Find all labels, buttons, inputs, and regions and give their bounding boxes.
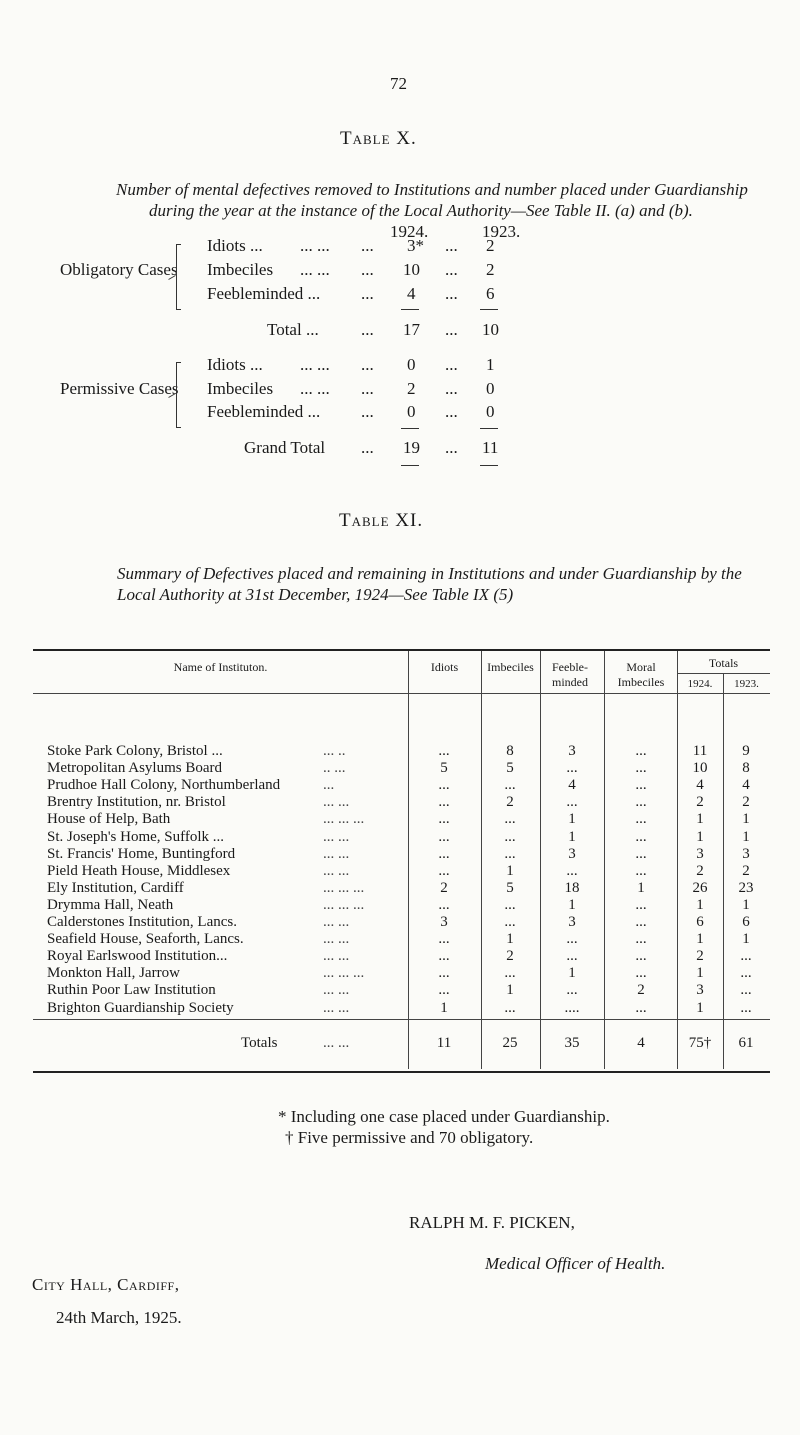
- cell-feeble: ...: [566, 760, 578, 777]
- cell-feeble: 3: [568, 845, 576, 862]
- cell-t1924: 6: [696, 914, 704, 930]
- cell-imbeciles: 5: [506, 760, 514, 777]
- obligatory-1923-feebleminded: 6: [486, 284, 495, 303]
- total-dots: ...: [361, 320, 374, 339]
- row-leader-dots: ... ...: [323, 828, 350, 845]
- cell-t1924: 1: [696, 999, 704, 1016]
- grand-total-1923: 11: [482, 438, 499, 457]
- row-leader-dots: ... ...: [323, 862, 350, 879]
- cell-feeble: 18: [564, 879, 580, 896]
- cell-t1924: 1: [696, 828, 704, 845]
- cell-t1923: 9: [742, 743, 750, 759]
- cell-t1924: 10: [692, 760, 708, 777]
- permissive-1924-feebleminded: 0: [407, 402, 416, 421]
- row-name: St. Joseph's Home, Suffolk ...: [47, 828, 225, 845]
- totals-cell-t1924: 75†: [688, 1035, 712, 1051]
- cell-imbeciles: 2: [506, 948, 514, 965]
- obligatory-label-imbeciles: Imbeciles: [207, 260, 274, 279]
- cell-imbeciles: ...: [504, 811, 516, 828]
- row-leader-dots: ... ... ...: [323, 811, 365, 828]
- row-leader-dots: ... ... ...: [323, 965, 365, 982]
- cell-moral: ...: [635, 896, 647, 913]
- row-name: Pield Heath House, Middlesex: [47, 862, 231, 879]
- header-feeble-minded: Feeble-minded: [552, 660, 588, 689]
- cell-feeble: ....: [564, 999, 580, 1016]
- row-name: Monkton Hall, Jarrow: [47, 965, 180, 982]
- cell-t1923: 1: [742, 828, 750, 845]
- permissive-label-idiots: Idiots ...: [207, 355, 263, 374]
- permissive-1924-idiots: 0: [407, 355, 416, 374]
- cell-t1924: 1: [696, 896, 704, 913]
- cell-idiots: ...: [438, 862, 450, 879]
- row-name: Ely Institution, Cardiff: [47, 879, 184, 896]
- row-name: Royal Earlswood Institution...: [47, 948, 228, 965]
- cell-t1924: 2: [696, 862, 704, 879]
- cell-moral: 2: [637, 982, 645, 999]
- cell-moral: ...: [635, 965, 647, 982]
- cell-t1923: ...: [740, 982, 752, 999]
- grand-total-label: Grand Total: [244, 438, 326, 457]
- cell-t1924: 1: [696, 965, 704, 982]
- cell-idiots: ...: [438, 896, 450, 913]
- footnote-star: * Including one case placed under Guardianship.: [278, 1107, 610, 1126]
- cell-idiots: ...: [438, 777, 450, 794]
- cell-moral: ...: [635, 828, 647, 845]
- obligatory-dots-idiots: ... ...: [300, 236, 330, 255]
- cell-t1923: 8: [742, 760, 750, 777]
- totals-cell-moral: 4: [637, 1035, 645, 1051]
- footnote-dagger: † Five permissive and 70 obligatory.: [285, 1128, 534, 1147]
- cell-imbeciles: 8: [506, 743, 514, 759]
- row-leader-dots: ... ...: [323, 948, 350, 965]
- cell-t1923: 3: [742, 845, 750, 862]
- table-row: [33, 1000, 770, 1019]
- cell-idiots: 3: [440, 914, 448, 930]
- permissive-brace: [176, 362, 183, 428]
- cell-t1924: 2: [696, 948, 704, 965]
- grand-total-1924: 19: [403, 438, 420, 457]
- permissive-dots-idiots-2: ...: [361, 355, 374, 374]
- cell-t1924: 11: [692, 743, 708, 759]
- cell-idiots: ...: [438, 811, 450, 828]
- obligatory-dots-idiots-3: ...: [445, 236, 458, 255]
- cell-t1923: 4: [742, 777, 750, 794]
- cell-moral: ...: [635, 743, 647, 759]
- cell-feeble: 1: [568, 896, 576, 913]
- permissive-1924-imbeciles: 2: [407, 379, 416, 398]
- row-leader-dots: ... ..: [323, 743, 346, 759]
- totals-cell-feeble: 35: [564, 1035, 580, 1051]
- cell-imbeciles: 2: [506, 794, 514, 811]
- cell-idiots: 2: [440, 879, 448, 896]
- obligatory-dots-idiots-2: ...: [361, 236, 374, 255]
- grand-total-dots-2: ...: [445, 438, 458, 457]
- row-leader-dots: ... ... ...: [323, 896, 365, 913]
- cell-imbeciles: ...: [504, 777, 516, 794]
- table-x-caption-line2: during the year at the instance of the Local Authority—See Table II. (a) and (b).: [149, 201, 693, 220]
- permissive-dots-feebleminded: ...: [361, 402, 374, 421]
- cell-feeble: 1: [568, 828, 576, 845]
- cell-idiots: ...: [438, 794, 450, 811]
- permissive-label-feebleminded: Feebleminded ...: [207, 402, 321, 421]
- cell-t1923: 23: [738, 879, 754, 896]
- permissive-1923-idiots: 1: [486, 355, 495, 374]
- row-name: Metropolitan Asylums Board: [47, 760, 222, 777]
- permissive-cases-label: Permissive Cases: [60, 379, 179, 398]
- obligatory-dots-imbeciles: ... ...: [300, 260, 330, 279]
- cell-t1923: 1: [742, 931, 750, 948]
- cell-idiots: 1: [440, 999, 448, 1016]
- cell-moral: ...: [635, 811, 647, 828]
- grandtotal-rule-1924: [401, 428, 419, 429]
- cell-feeble: ...: [566, 948, 578, 965]
- cell-t1923: ...: [740, 948, 752, 965]
- total-1923: 10: [482, 320, 499, 339]
- row-name: House of Help, Bath: [47, 811, 171, 828]
- cell-idiots: ...: [438, 931, 450, 948]
- signature-date: 24th March, 1925.: [56, 1308, 182, 1327]
- totals-rule: [33, 1019, 770, 1020]
- cell-moral: ...: [635, 794, 647, 811]
- header-imbeciles: Imbeciles: [487, 660, 534, 674]
- totals-header-rule: [677, 673, 770, 674]
- permissive-1923-imbeciles: 0: [486, 379, 495, 398]
- cell-imbeciles: ...: [504, 965, 516, 982]
- row-leader-dots: ... ...: [323, 999, 350, 1016]
- table-xi-title: Table XI.: [339, 510, 424, 531]
- cell-imbeciles: 5: [506, 879, 514, 896]
- totals-row: [33, 1035, 770, 1054]
- cell-idiots: ...: [438, 965, 450, 982]
- obligatory-dots-feebleminded: ...: [361, 284, 374, 303]
- permissive-1923-feebleminded: 0: [486, 402, 495, 421]
- cell-idiots: ...: [438, 948, 450, 965]
- obligatory-brace: [176, 244, 183, 310]
- cell-imbeciles: ...: [504, 845, 516, 862]
- cell-t1923: 2: [742, 862, 750, 879]
- totals-leader-dots: ... ...: [323, 1035, 350, 1051]
- cell-feeble: 4: [568, 777, 576, 794]
- cell-t1924: 26: [692, 879, 708, 896]
- grandtotal-underline-1923: [480, 465, 498, 466]
- header-totals-1923: 1923.: [734, 678, 759, 690]
- grand-total-dots: ...: [361, 438, 374, 457]
- cell-feeble: ...: [566, 794, 578, 811]
- cell-t1924: 1: [696, 931, 704, 948]
- permissive-dots-imbeciles: ... ...: [300, 379, 330, 398]
- obligatory-1924-imbeciles: 10: [403, 260, 420, 279]
- totals-cell-t1923: 61: [738, 1035, 754, 1051]
- row-name: Stoke Park Colony, Bristol ...: [47, 743, 223, 759]
- cell-imbeciles: 1: [506, 931, 514, 948]
- cell-t1923: 1: [742, 896, 750, 913]
- row-name: Ruthin Poor Law Institution: [47, 982, 216, 999]
- cell-t1924: 4: [696, 777, 704, 794]
- total-label: Total ...: [267, 320, 319, 339]
- signature-address: City Hall, Cardiff,: [32, 1275, 180, 1294]
- subtotal-rule-1923: [480, 309, 498, 310]
- cell-idiots: 5: [440, 760, 448, 777]
- cell-feeble: 3: [568, 743, 576, 759]
- cell-feeble: ...: [566, 931, 578, 948]
- cell-feeble: 3: [568, 914, 576, 930]
- row-name: Brighton Guardianship Society: [47, 999, 234, 1016]
- row-name: Drymma Hall, Neath: [47, 896, 174, 913]
- year-1923-header: 1923.: [482, 222, 521, 241]
- obligatory-cases-label: Obligatory Cases: [60, 260, 178, 279]
- header-totals: Totals: [708, 656, 739, 670]
- cell-t1924: 3: [696, 982, 704, 999]
- cell-idiots: ...: [438, 828, 450, 845]
- cell-moral: ...: [635, 760, 647, 777]
- obligatory-1924-idiots: 3*: [407, 236, 424, 255]
- header-moral-imbeciles: Moral Imbeciles: [617, 660, 665, 689]
- grandtotal-underline-1924: [401, 465, 419, 466]
- row-name: Prudhoe Hall Colony, Northumberland: [47, 777, 281, 794]
- cell-t1924: 3: [696, 845, 704, 862]
- table-x-caption-line1: Number of mental defectives removed to Institutions and number placed under Guardianship: [116, 180, 748, 199]
- permissive-dots-idiots-3: ...: [445, 355, 458, 374]
- cell-t1923: 6: [742, 914, 750, 930]
- row-name: Calderstones Institution, Lancs.: [47, 914, 237, 930]
- table-xi: [33, 649, 770, 1073]
- signature-name: RALPH M. F. PICKEN,: [409, 1213, 575, 1232]
- totals-cell-idiots: 11: [436, 1035, 452, 1051]
- obligatory-label-feebleminded: Feebleminded ...: [207, 284, 321, 303]
- page-number: 72: [390, 74, 407, 93]
- cell-imbeciles: ...: [504, 914, 516, 930]
- obligatory-1923-idiots: 2: [486, 236, 495, 255]
- permissive-dots-imbeciles-2: ...: [361, 379, 374, 398]
- cell-idiots: ...: [438, 743, 450, 759]
- cell-moral: ...: [635, 845, 647, 862]
- header-rule: [33, 693, 770, 694]
- row-leader-dots: ... ...: [323, 845, 350, 862]
- table-x-title: Table X.: [340, 128, 417, 149]
- header-name: Name of Instituton.: [173, 660, 268, 674]
- obligatory-label-idiots: Idiots ...: [207, 236, 263, 255]
- row-leader-dots: ... ...: [323, 931, 350, 948]
- row-leader-dots: ... ...: [323, 914, 350, 930]
- cell-imbeciles: 1: [506, 982, 514, 999]
- cell-feeble: ...: [566, 982, 578, 999]
- table-xi-caption-line1: Summary of Defectives placed and remaining in Institutions and under Guardianship by the: [117, 564, 742, 583]
- cell-moral: 1: [637, 879, 645, 896]
- header-totals-1924: 1924.: [687, 678, 713, 690]
- row-leader-dots: ... ...: [323, 794, 350, 811]
- permissive-label-imbeciles: Imbeciles: [207, 379, 274, 398]
- year-1924-header: 1924.: [390, 222, 429, 241]
- permissive-dots-imbeciles-3: ...: [445, 379, 458, 398]
- permissive-dots-feebleminded-2: ...: [445, 402, 458, 421]
- cell-imbeciles: ...: [504, 999, 516, 1016]
- signature-title: Medical Officer of Health.: [485, 1254, 666, 1273]
- total-dots-2: ...: [445, 320, 458, 339]
- cell-moral: ...: [635, 931, 647, 948]
- row-leader-dots: ... ...: [323, 982, 350, 999]
- cell-t1924: 1: [696, 811, 704, 828]
- row-leader-dots: ... ... ...: [323, 879, 365, 896]
- permissive-dots-idiots: ... ...: [300, 355, 330, 374]
- cell-t1923: 1: [742, 811, 750, 828]
- row-name: Seafield House, Seaforth, Lancs.: [47, 931, 244, 948]
- grandtotal-rule-1923: [480, 428, 498, 429]
- cell-moral: ...: [635, 948, 647, 965]
- cell-t1923: ...: [740, 965, 752, 982]
- cell-feeble: 1: [568, 811, 576, 828]
- cell-imbeciles: ...: [504, 896, 516, 913]
- cell-idiots: ...: [438, 845, 450, 862]
- cell-feeble: 1: [568, 965, 576, 982]
- header-idiots: Idiots: [430, 660, 459, 674]
- obligatory-dots-imbeciles-3: ...: [445, 260, 458, 279]
- cell-idiots: ...: [438, 982, 450, 999]
- obligatory-1924-feebleminded: 4: [407, 284, 416, 303]
- obligatory-dots-imbeciles-2: ...: [361, 260, 374, 279]
- cell-moral: ...: [635, 777, 647, 794]
- cell-t1924: 2: [696, 794, 704, 811]
- cell-feeble: ...: [566, 862, 578, 879]
- total-1924: 17: [403, 320, 420, 339]
- cell-t1923: ...: [740, 999, 752, 1016]
- row-name: Brentry Institution, nr. Bristol: [47, 794, 226, 811]
- cell-imbeciles: 1: [506, 862, 514, 879]
- totals-cell-imbeciles: 25: [502, 1035, 518, 1051]
- cell-t1923: 2: [742, 794, 750, 811]
- subtotal-rule-1924: [401, 309, 419, 310]
- row-leader-dots: .. ...: [323, 760, 346, 777]
- row-leader-dots: ...: [323, 777, 335, 794]
- obligatory-1923-imbeciles: 2: [486, 260, 495, 279]
- cell-imbeciles: ...: [504, 828, 516, 845]
- table-xi-caption-line2: Local Authority at 31st December, 1924—See Table IX (5): [117, 585, 514, 604]
- row-name: St. Francis' Home, Buntingford: [47, 845, 236, 862]
- cell-moral: ...: [635, 914, 647, 930]
- cell-moral: ...: [635, 862, 647, 879]
- obligatory-dots-feebleminded-2: ...: [445, 284, 458, 303]
- cell-moral: ...: [635, 999, 647, 1016]
- totals-label: Totals: [241, 1035, 278, 1051]
